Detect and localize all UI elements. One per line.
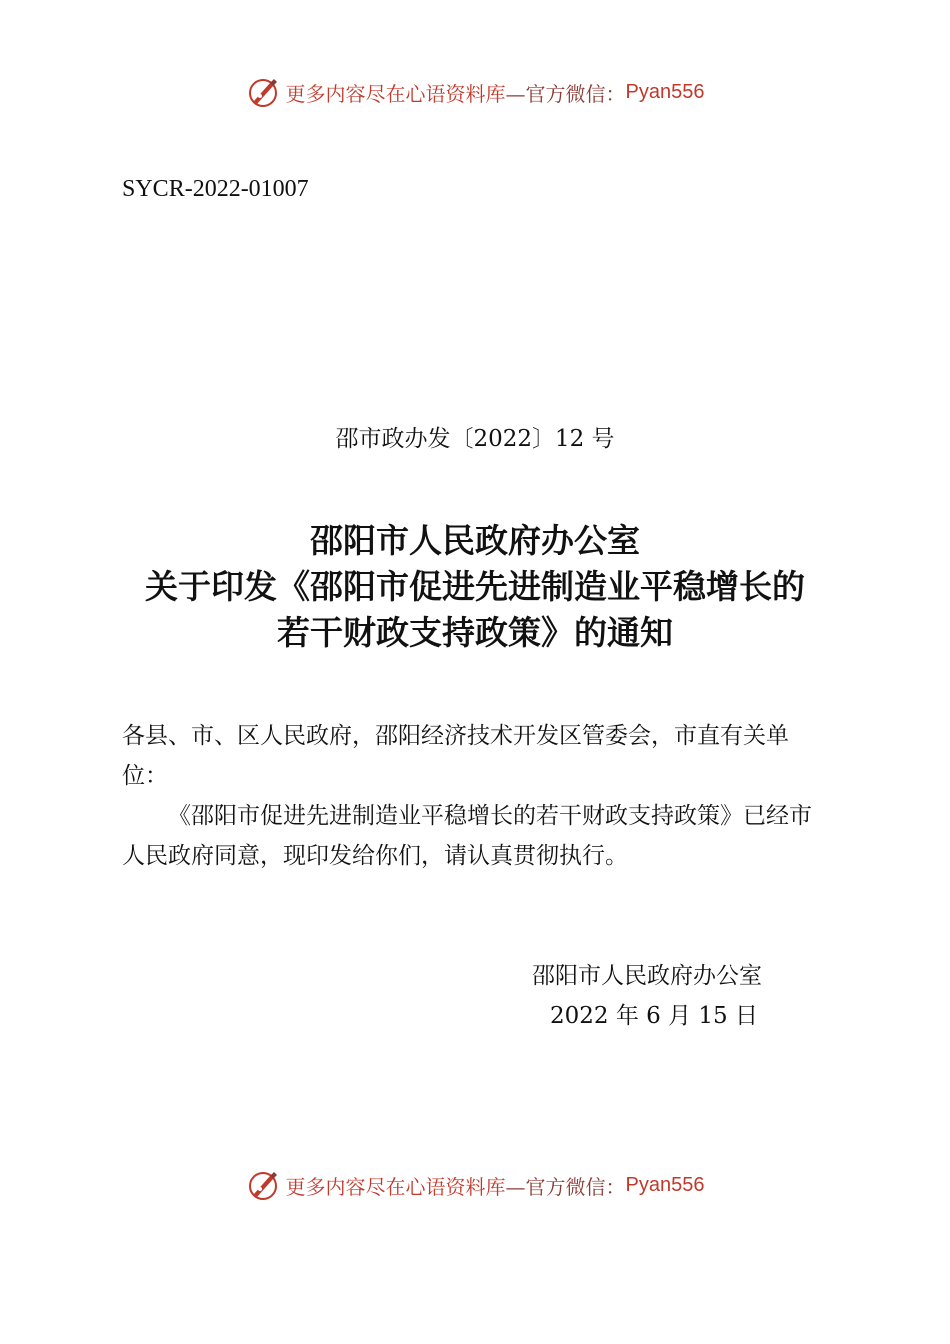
addressee: 各县、市、区人民政府，邵阳经济技术开发区管委会，市直有关单位： <box>122 723 789 789</box>
pen-nib-logo-icon <box>246 1168 280 1202</box>
title-line: 邵阳市人民政府办公室 <box>310 521 640 560</box>
document-title <box>0 518 950 656</box>
signature-org: 邵阳市人民政府办公室 <box>532 963 762 989</box>
watermark-wechat-id: Pyan556 <box>625 1173 705 1196</box>
header-watermark <box>0 72 950 112</box>
title-line: 若干财政支持政策》的通知 <box>277 613 673 652</box>
signature-block <box>532 956 762 1036</box>
document-code: SYCR-2022-01007 <box>122 176 309 202</box>
watermark-text: 更多内容尽在心语资料库 <box>285 81 506 106</box>
watermark-wechat-id: Pyan556 <box>625 80 705 103</box>
title-line: 关于印发《邵阳市促进先进制造业平稳增长的 <box>145 567 805 606</box>
signature-date: 2022 年 6 月 15 日 <box>550 1003 758 1029</box>
watermark-wechat-label: —官方微信： <box>505 81 626 106</box>
document-number: 邵市政办发〔2022〕12 号 <box>335 426 615 452</box>
watermark-text: 更多内容尽在心语资料库 <box>285 1174 506 1199</box>
watermark-wechat-label: —官方微信： <box>505 1174 626 1199</box>
pen-nib-logo-icon <box>246 75 280 109</box>
body-paragraph: 《邵阳市促进先进制造业平稳增长的若干财政支持政策》已经市人民政府同意，现印发给你们，请认真贯彻执行。 <box>122 803 812 869</box>
footer-watermark <box>0 1165 950 1205</box>
